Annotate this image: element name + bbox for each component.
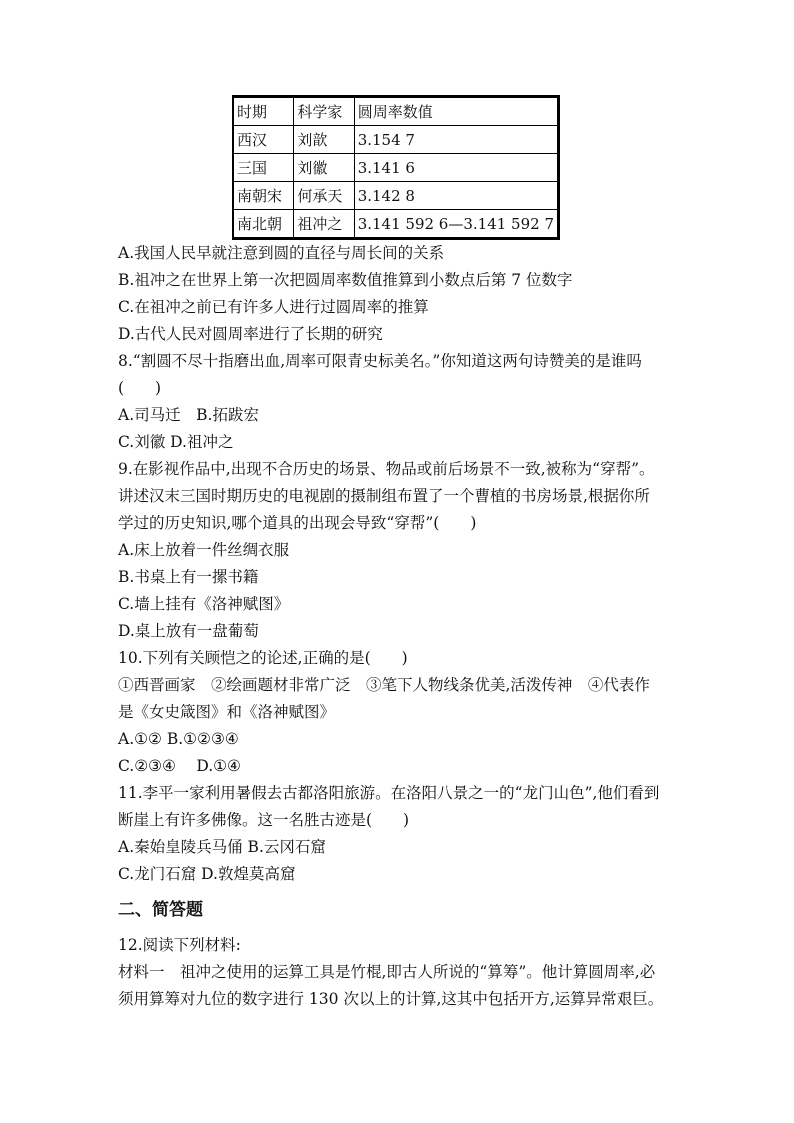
text-line: 材料一 祖冲之使用的运算工具是竹棍,即古人所说的“算筹”。他计算圆周率,必	[118, 963, 656, 981]
table-header-cell: 科学家	[294, 97, 354, 126]
table-cell: 刘歆	[294, 126, 354, 154]
text-line: C.在祖冲之前已有许多人进行过圆周率的推算	[118, 298, 429, 316]
text-line: 8.“割圆不尽十指磨出血,周率可限青史标美名。”你知道这两句诗赞美的是谁吗	[118, 352, 642, 370]
text-line: D.古代人民对圆周率进行了长期的研究	[118, 325, 383, 343]
question-text	[118, 240, 678, 1013]
text-line: 11.李平一家利用暑假去古都洛阳旅游。在洛阳八景之一的“龙门山色”,他们看到	[118, 784, 660, 802]
text-line: D.桌上放有一盘葡萄	[118, 622, 259, 640]
text-line: A.我国人民早就注意到圆的直径与周长间的关系	[118, 244, 445, 262]
text-line: 12.阅读下列材料:	[118, 936, 241, 954]
table-cell: 3.142 8	[354, 182, 558, 210]
table-cell: 刘徽	[294, 154, 354, 182]
text-line: 讲述汉末三国时期历史的电视剧的摄制组布置了一个曹植的书房场景,根据你所	[118, 487, 650, 505]
text-line: 学过的历史知识,哪个道具的出现会导致“穿帮”( )	[118, 514, 477, 532]
text-line: A.床上放着一件丝绸衣服	[118, 541, 290, 559]
text-line: C.刘徽 D.祖冲之	[118, 433, 234, 451]
table-cell: 南朝宋	[233, 182, 294, 210]
section-heading: 二、简答题	[118, 900, 203, 920]
table-header-cell: 圆周率数值	[354, 97, 558, 126]
table-row	[233, 126, 559, 154]
text-line: A.司马迁 B.拓跋宏	[118, 406, 259, 424]
pi-values-table	[232, 95, 560, 240]
text-line: 断崖上有许多佛像。这一名胜古迹是( )	[118, 811, 410, 829]
text-line: C.龙门石窟 D.敦煌莫高窟	[118, 865, 296, 883]
table-cell: 祖冲之	[294, 210, 354, 239]
text-line: B.书桌上有一摞书籍	[118, 568, 259, 586]
table-row	[233, 210, 559, 239]
table-row	[233, 182, 559, 210]
text-line: ( )	[118, 379, 162, 397]
table-cell: 南北朝	[233, 210, 294, 239]
text-line: ①西晋画家 ②绘画题材非常广泛 ③笔下人物线条优美,活泼传神 ④代表作	[118, 676, 650, 694]
table-cell: 何承天	[294, 182, 354, 210]
table-cell: 3.141 6	[354, 154, 558, 182]
table-row	[233, 154, 559, 182]
table-header-cell: 时期	[233, 97, 294, 126]
text-line: C.②③④ D.①④	[118, 757, 241, 775]
table-cell: 3.154 7	[354, 126, 558, 154]
text-line: 10.下列有关顾恺之的论述,正确的是( )	[118, 649, 408, 667]
text-line: 9.在影视作品中,出现不合历史的场景、物品或前后场景不一致,被称为“穿帮”。	[118, 460, 655, 478]
text-line: 是《女史箴图》和《洛神赋图》	[118, 703, 336, 721]
table-cell: 西汉	[233, 126, 294, 154]
text-line: A.秦始皇陵兵马俑 B.云冈石窟	[118, 838, 326, 856]
text-line: C.墙上挂有《洛神赋图》	[118, 595, 290, 613]
table-header-row	[233, 97, 559, 126]
table-cell: 3.141 592 6—3.141 592 7	[354, 210, 558, 239]
text-line: A.①② B.①②③④	[118, 730, 239, 748]
table-cell: 三国	[233, 154, 294, 182]
text-line: B.祖冲之在世界上第一次把圆周率数值推算到小数点后第 7 位数字	[118, 271, 573, 289]
text-line: 须用算筹对九位的数字进行 130 次以上的计算,这其中包括开方,运算异常艰巨。	[118, 990, 664, 1008]
